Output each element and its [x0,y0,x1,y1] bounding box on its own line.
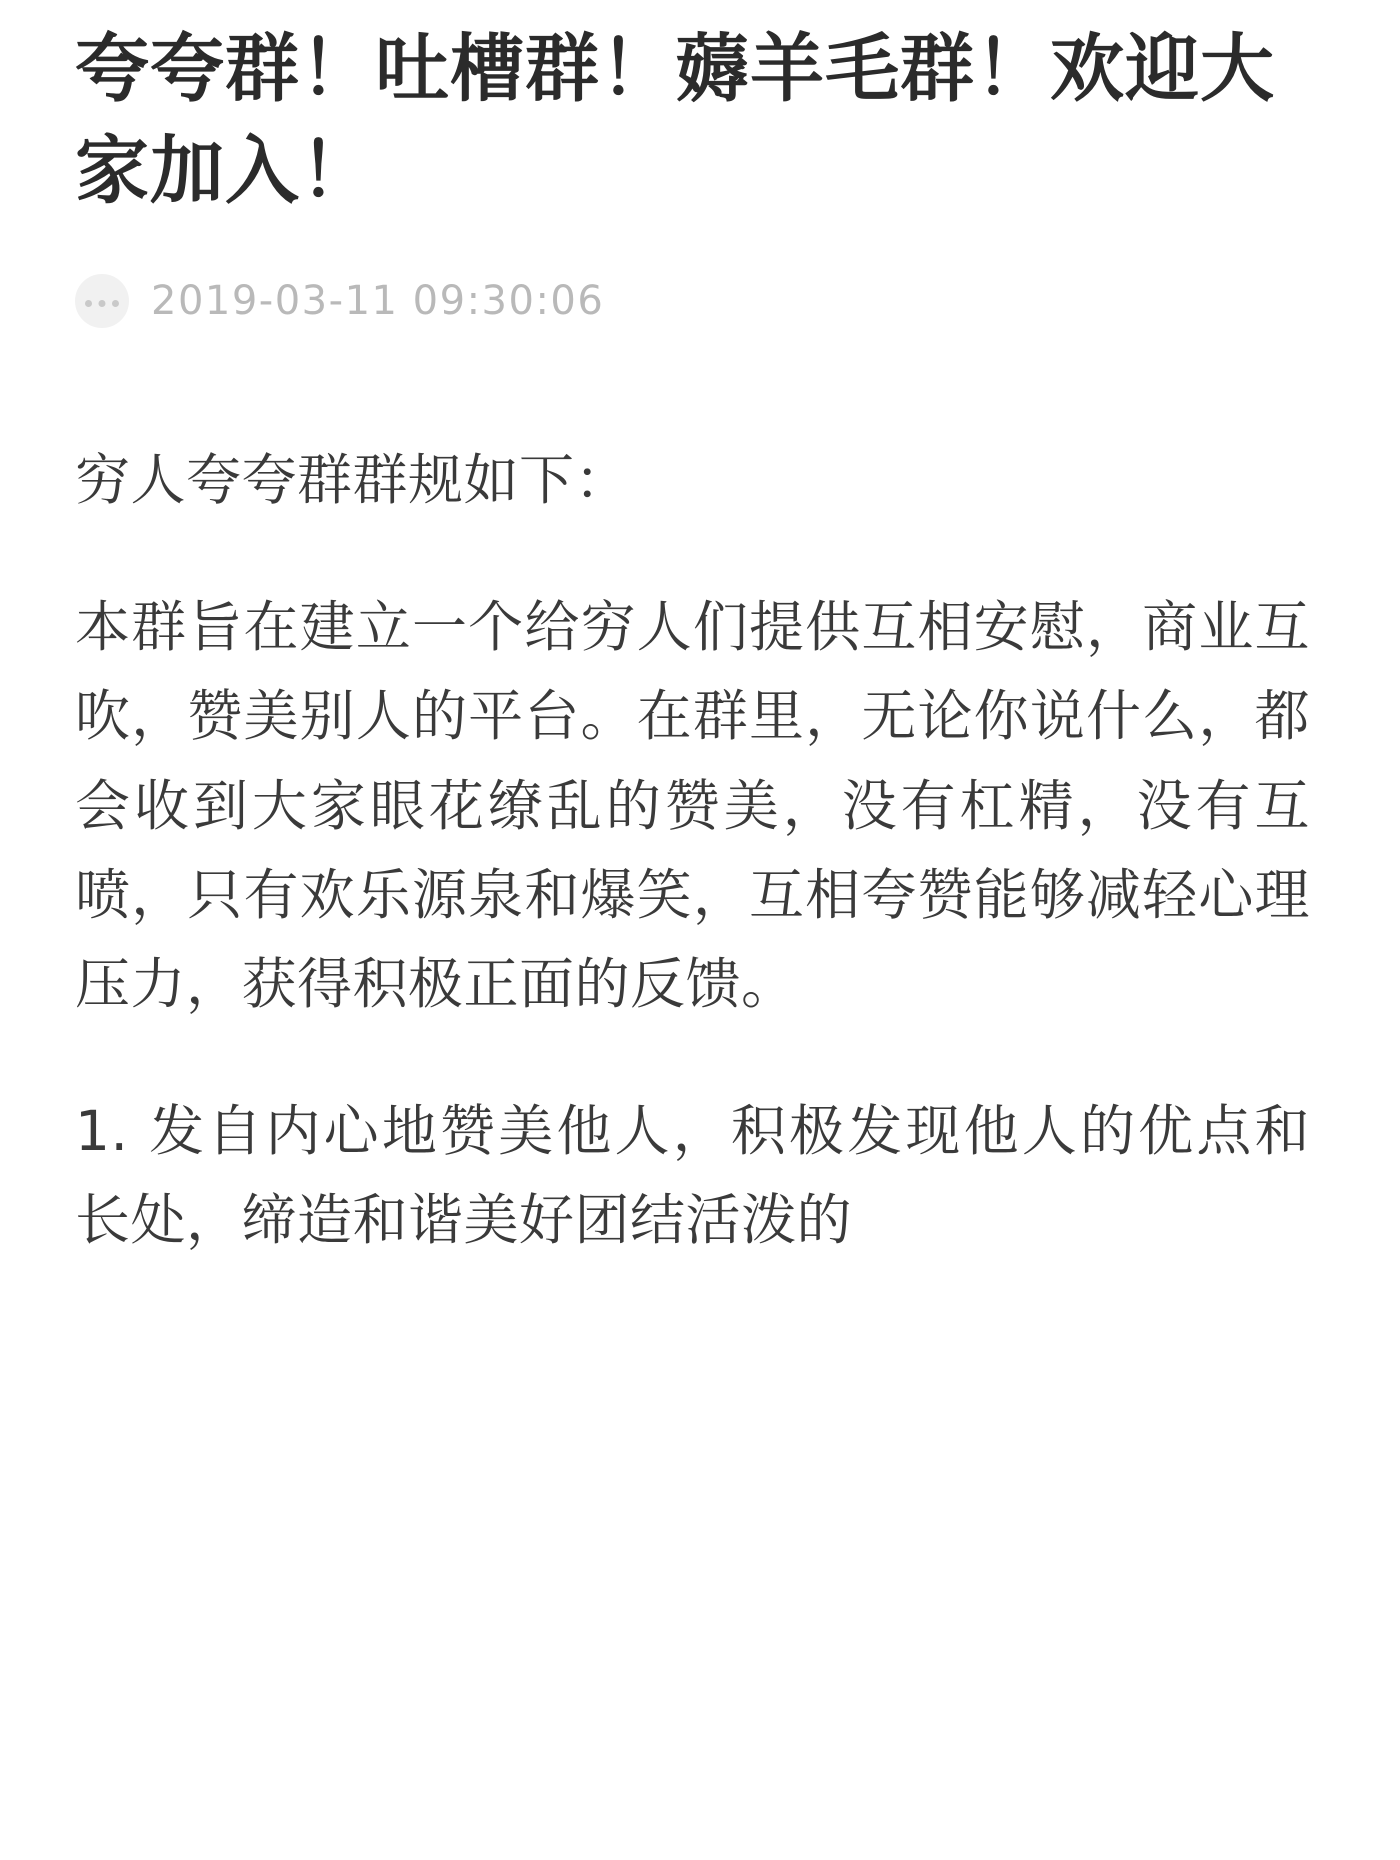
article-body [75,436,1310,1265]
paragraph: 本群旨在建立一个给穷人们提供互相安慰，商业互吹，赞美别人的平台。在群里，无论你说什么，都会收到大家眼花缭乱的赞美，没有杠精，没有互喷，只有欢乐源泉和爆笑，互相夸赞能够减轻心理压力，获得积极正面的反馈。 [75,595,1310,1016]
publish-timestamp: 2019-03-11 09:30:06 [151,278,605,325]
paragraph: 穷人夸夸群群规如下： [75,448,631,513]
paragraph: 1. 发自内心地赞美他人，积极发现他人的优点和长处，缔造和谐美好团结活泼的 [75,1098,1310,1252]
dots-avatar-icon [75,274,129,328]
page-title: 夸夸群！吐槽群！薅羊毛群！欢迎大家加入！ [75,26,1275,215]
article-meta [75,274,1310,328]
